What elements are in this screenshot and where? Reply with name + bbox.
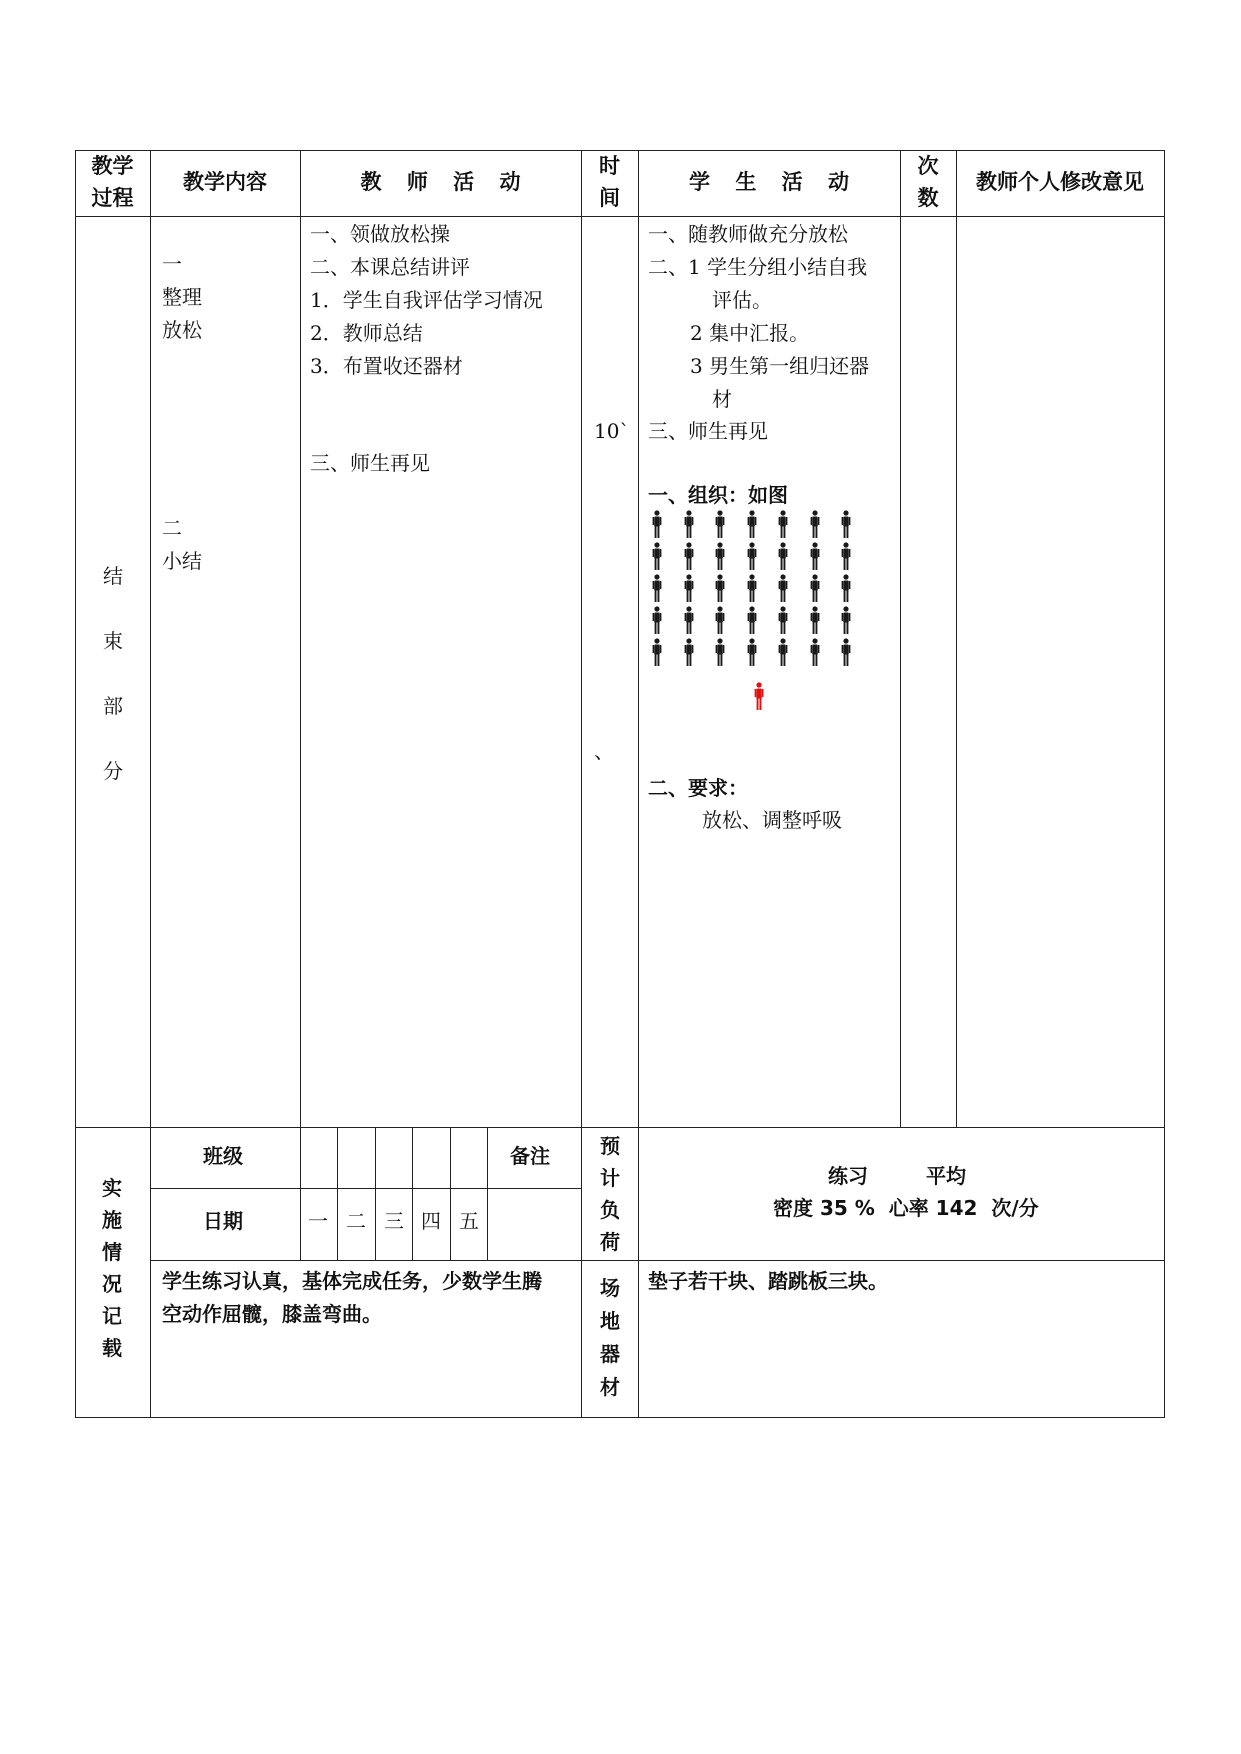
content-item: 小结 <box>162 549 202 573</box>
header-content: 教学内容 <box>183 170 267 194</box>
student-figure-icon <box>715 606 725 636</box>
teacher-item: 3．布置收还器材 <box>310 354 463 378</box>
student-figure-icon <box>778 638 788 668</box>
content-item: 放松 <box>162 318 202 342</box>
student-figure-icon <box>684 510 694 540</box>
student-item: 2 集中汇报。 <box>690 321 810 345</box>
teacher-item: 三、师生再见 <box>310 451 430 475</box>
teacher-item: 二、本课总结讲评 <box>310 255 470 279</box>
student-figure-icon <box>652 638 662 668</box>
student-figure-icon <box>778 542 788 572</box>
student-figure-icon <box>778 510 788 540</box>
student-figure-icon <box>810 510 820 540</box>
student-figure-icon <box>841 638 851 668</box>
student-item: 3 男生第一组归还器 <box>690 354 870 378</box>
student-figure-icon <box>778 606 788 636</box>
day-cell: 三 <box>384 1209 404 1233</box>
organization-title: 一、组织：如图 <box>648 483 788 507</box>
requirement-text: 放松、调整呼吸 <box>702 808 842 832</box>
header-process: 教学 过程 <box>91 154 134 210</box>
load-density-heart-rate: 密度 35 % 心率 142 次/分 <box>773 1196 1039 1220</box>
remark-label: 备注 <box>510 1144 550 1168</box>
time-value: 10` <box>594 419 630 443</box>
class-label: 班级 <box>203 1144 243 1168</box>
day-cell: 一 <box>308 1209 328 1233</box>
header-student-activity: 学 生 活 动 <box>689 170 849 194</box>
student-item: 评估。 <box>712 288 772 312</box>
time-mark: 、 <box>594 739 614 763</box>
student-figure-icon <box>715 574 725 604</box>
day-cell: 四 <box>421 1209 441 1233</box>
student-figure-icon <box>747 638 757 668</box>
student-figure-icon <box>747 542 757 572</box>
lesson-plan-page: 教学 过程 教学内容 教 师 活 动 时 间 学 生 活 动 次 数 教师个人修改意见 结 束 部 分 一 整理 放松 二 小结 一、领做放松操 二、本课总结讲评 1．学生自我评估学习情况 2．教师总结 3．布置收还器材 三、师生再见 10` 、 一、随教师做充分放松 二、1 学生分组小结自我 评估。 2 集中汇报。 3 男生第一组归还器 材 三、师生再见 一、组织：如图 二、要求： 放松、调整呼吸 实 施 情 况 记 载 班级 日期 一 二 三 四 五 备注 预 计 负 荷 练习 平均 密度 35 % 心率 142 次/分 学生练习认真，基体完成任务，少数学生腾 空动作屈髋，膝盖弯曲。 场 地 器 材 垫子若干块、踏跳板三块。 <box>0 0 1241 1754</box>
date-label: 日期 <box>203 1209 243 1233</box>
student-figure-icon <box>684 638 694 668</box>
student-figure-icon <box>841 542 851 572</box>
teacher-figure-icon <box>754 682 764 712</box>
student-figure-icon <box>715 542 725 572</box>
requirement-title: 二、要求： <box>648 776 748 800</box>
teacher-item: 2．教师总结 <box>310 321 423 345</box>
student-figure-icon <box>684 542 694 572</box>
load-practice-label: 练习 <box>828 1164 868 1188</box>
header-count: 次 数 <box>917 154 939 210</box>
student-figure-icon <box>841 606 851 636</box>
student-item: 材 <box>712 387 732 411</box>
teacher-item: 1．学生自我评估学习情况 <box>310 288 543 312</box>
content-item: 一 <box>162 252 182 276</box>
student-figure-icon <box>810 542 820 572</box>
load-average-label: 平均 <box>926 1164 966 1188</box>
student-figure-icon <box>652 574 662 604</box>
student-item: 一、随教师做充分放松 <box>648 222 848 246</box>
student-figure-icon <box>715 638 725 668</box>
content-item: 二 <box>162 516 182 540</box>
student-figure-icon <box>747 574 757 604</box>
student-figure-icon <box>841 574 851 604</box>
student-figure-icon <box>715 510 725 540</box>
student-figure-icon <box>810 638 820 668</box>
content-item: 整理 <box>162 285 202 309</box>
student-figure-icon <box>747 510 757 540</box>
student-figure-icon <box>810 574 820 604</box>
header-time: 时 间 <box>599 154 620 210</box>
header-teacher-activity: 教 师 活 动 <box>360 170 521 194</box>
student-figure-icon <box>747 606 757 636</box>
day-cell: 五 <box>459 1209 479 1233</box>
student-figure-icon <box>684 606 694 636</box>
venue-equipment-text: 垫子若干块、踏跳板三块。 <box>648 1269 888 1293</box>
student-figure-icon <box>684 574 694 604</box>
student-figure-icon <box>652 510 662 540</box>
student-figure-icon <box>652 606 662 636</box>
student-figure-icon <box>652 542 662 572</box>
student-figure-icon <box>841 510 851 540</box>
student-figure-icon <box>778 574 788 604</box>
student-item: 二、1 学生分组小结自我 <box>648 255 868 279</box>
header-revise-notes: 教师个人修改意见 <box>976 170 1144 194</box>
teacher-item: 一、领做放松操 <box>310 222 450 246</box>
student-item: 三、师生再见 <box>648 419 768 443</box>
student-figure-icon <box>810 606 820 636</box>
day-cell: 二 <box>346 1209 366 1233</box>
